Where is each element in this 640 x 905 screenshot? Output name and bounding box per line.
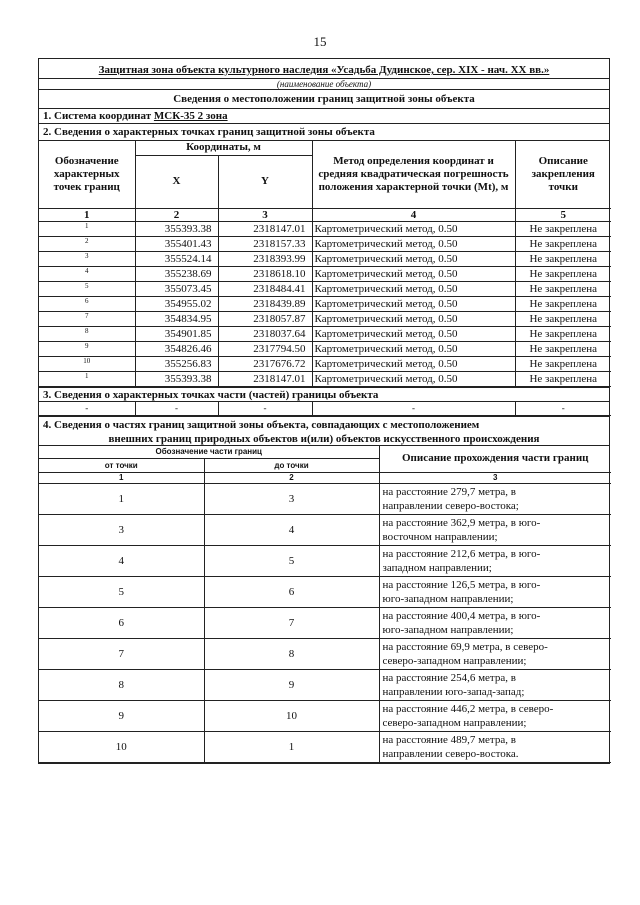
route-description-line: на расстояние 489,7 метра, в — [382, 733, 516, 746]
col-x-header: X — [135, 155, 218, 208]
from-point: 1 — [39, 483, 204, 514]
to-point: 8 — [204, 638, 379, 669]
table-row — [39, 296, 611, 311]
route-description — [379, 638, 611, 669]
table-row — [39, 236, 611, 251]
method-cell: Картометрический метод, 0.50 — [312, 371, 515, 386]
y-coordinate: 2318439.89 — [218, 296, 312, 311]
y-coordinate: 2318057.87 — [218, 311, 312, 326]
x-coordinate: 355401.43 — [135, 236, 218, 251]
table-row — [39, 311, 611, 326]
method-cell: Картометрический метод, 0.50 — [312, 236, 515, 251]
object-caption: (наименование объекта) — [39, 79, 609, 90]
method-cell: Картометрический метод, 0.50 — [312, 251, 515, 266]
col-description-header: Описание закрепления точки — [515, 141, 611, 208]
table-row — [39, 356, 611, 371]
points-table — [39, 141, 611, 387]
method-cell: Картометрический метод, 0.50 — [312, 326, 515, 341]
x-coordinate: 354834.95 — [135, 311, 218, 326]
fixation-description: Не закреплена — [515, 356, 611, 371]
table-row — [39, 221, 611, 236]
x-coordinate: 355256.83 — [135, 356, 218, 371]
table-row — [39, 371, 611, 386]
method-cell: Картометрический метод, 0.50 — [312, 221, 515, 236]
point-id: 8 — [39, 326, 135, 341]
x-coordinate: 355393.38 — [135, 371, 218, 386]
empty-cell: - — [218, 402, 312, 416]
empty-cell: - — [312, 402, 515, 416]
point-id: 5 — [39, 281, 135, 296]
fixation-description: Не закреплена — [515, 251, 611, 266]
y-coordinate: 2318037.64 — [218, 326, 312, 341]
document-form — [38, 58, 610, 764]
route-description — [379, 545, 611, 576]
col-number: 4 — [312, 208, 515, 221]
to-point: 10 — [204, 700, 379, 731]
y-coordinate: 2318393.99 — [218, 251, 312, 266]
to-point: 5 — [204, 545, 379, 576]
y-coordinate: 2318157.33 — [218, 236, 312, 251]
empty-cell: - — [515, 402, 611, 416]
col-number: 5 — [515, 208, 611, 221]
to-point: 9 — [204, 669, 379, 700]
fixation-description: Не закреплена — [515, 281, 611, 296]
route-description — [379, 607, 611, 638]
from-point: 8 — [39, 669, 204, 700]
route-description-line: юго-западном направлении; — [382, 592, 514, 605]
col-to-header: до точки — [204, 458, 379, 472]
section4-title-line2: внешних границ природных объектов и(или) объектов искусственного происхождения — [108, 433, 540, 445]
from-point: 7 — [39, 638, 204, 669]
route-description — [379, 576, 611, 607]
route-description-line: на расстояние 400,4 метра, в юго- — [382, 609, 541, 622]
fixation-description: Не закреплена — [515, 326, 611, 341]
y-coordinate: 2318484.41 — [218, 281, 312, 296]
to-point: 6 — [204, 576, 379, 607]
zone-title: Защитная зона объекта культурного наследия «Усадьба Дудинское, сер. XIX - нач. XX вв.» — [39, 59, 609, 79]
y-coordinate: 2318147.01 — [218, 221, 312, 236]
from-point: 5 — [39, 576, 204, 607]
point-id: 6 — [39, 296, 135, 311]
route-description — [379, 700, 611, 731]
table-row — [39, 545, 611, 576]
coordinate-system-line — [39, 109, 609, 124]
from-point: 4 — [39, 545, 204, 576]
point-id: 1 — [39, 371, 135, 386]
fixation-description: Не закреплена — [515, 266, 611, 281]
x-coordinate: 355238.69 — [135, 266, 218, 281]
route-description-line: направлении юго-запад-запад; — [382, 685, 525, 698]
y-coordinate: 2317676.72 — [218, 356, 312, 371]
empty-cell: - — [39, 402, 135, 416]
boundary-parts-body — [39, 483, 611, 762]
table-row — [39, 483, 611, 514]
route-description-line: на расстояние 362,9 метра, в юго- — [382, 516, 541, 529]
route-description-line: на расстояние 212,6 метра, в юго- — [382, 547, 541, 560]
table-row — [39, 266, 611, 281]
section4-title — [39, 416, 609, 446]
x-coordinate: 354901.85 — [135, 326, 218, 341]
point-id: 10 — [39, 356, 135, 371]
x-coordinate: 354955.02 — [135, 296, 218, 311]
section3-title: 3. Сведения о характерных точках части (частей) границы объекта — [39, 387, 609, 402]
table-row — [39, 281, 611, 296]
col-number: 2 — [135, 208, 218, 221]
route-description-line: восточном направлении; — [382, 530, 498, 543]
col-method-header: Метод определения координат и средняя квадратическая погрешность положения характерной точки (Mt), м — [312, 141, 515, 208]
point-id: 7 — [39, 311, 135, 326]
table-row — [39, 251, 611, 266]
x-coordinate: 355073.45 — [135, 281, 218, 296]
route-description-line: северо-западном направлении; — [382, 716, 527, 729]
from-point: 10 — [39, 731, 204, 762]
method-cell: Картометрический метод, 0.50 — [312, 281, 515, 296]
route-description-line: юго-западном направлении; — [382, 623, 514, 636]
col-coordinates-header: Координаты, м — [135, 141, 312, 155]
table-row — [39, 341, 611, 356]
point-id: 2 — [39, 236, 135, 251]
table-row — [39, 514, 611, 545]
col-route-description-header: Описание прохождения части границ — [379, 446, 611, 472]
part-points-table — [39, 402, 611, 417]
y-coordinate: 2318147.01 — [218, 371, 312, 386]
y-coordinate: 2318618.10 — [218, 266, 312, 281]
route-description-line: на расстояние 446,2 метра, в северо- — [382, 702, 554, 715]
route-description-line: на расстояние 69,9 метра, в северо- — [382, 640, 548, 653]
table-row — [39, 607, 611, 638]
route-description — [379, 731, 611, 762]
point-id: 3 — [39, 251, 135, 266]
fixation-description: Не закреплена — [515, 236, 611, 251]
route-description-line: направлении северо-востока. — [382, 747, 519, 760]
fixation-description: Не закреплена — [515, 311, 611, 326]
route-description — [379, 669, 611, 700]
x-coordinate: 354826.46 — [135, 341, 218, 356]
x-coordinate: 355524.14 — [135, 251, 218, 266]
fixation-description: Не закреплена — [515, 371, 611, 386]
fixation-description: Не закреплена — [515, 221, 611, 236]
col-number: 2 — [204, 472, 379, 483]
from-point: 3 — [39, 514, 204, 545]
col-y-header: Y — [218, 155, 312, 208]
table-row — [39, 638, 611, 669]
x-coordinate: 355393.38 — [135, 221, 218, 236]
section-title: Сведения о местоположении границ защитной зоны объекта — [39, 90, 609, 109]
col-parts-header: Обозначение части границ — [39, 446, 379, 458]
section4-title-line1: 4. Сведения о частях границ защитной зоны объекта, совпадающих с местоположением — [43, 419, 480, 431]
point-id: 9 — [39, 341, 135, 356]
from-point: 6 — [39, 607, 204, 638]
col-from-header: от точки — [39, 458, 204, 472]
route-description — [379, 514, 611, 545]
page-number: 15 — [313, 34, 327, 49]
route-description-line: на расстояние 254,6 метра, в — [382, 671, 516, 684]
col-designation-header: Обозначение характерных точек границ — [39, 141, 135, 208]
to-point: 4 — [204, 514, 379, 545]
empty-cell: - — [135, 402, 218, 416]
y-coordinate: 2317794.50 — [218, 341, 312, 356]
table-row — [39, 576, 611, 607]
to-point: 3 — [204, 483, 379, 514]
route-description-line: направлении северо-востока; — [382, 499, 519, 512]
fixation-description: Не закреплена — [515, 296, 611, 311]
to-point: 7 — [204, 607, 379, 638]
method-cell: Картометрический метод, 0.50 — [312, 341, 515, 356]
method-cell: Картометрический метод, 0.50 — [312, 296, 515, 311]
method-cell: Картометрический метод, 0.50 — [312, 266, 515, 281]
to-point: 1 — [204, 731, 379, 762]
point-id: 1 — [39, 221, 135, 236]
point-id: 4 — [39, 266, 135, 281]
fixation-description: Не закреплена — [515, 341, 611, 356]
table-row — [39, 731, 611, 762]
table-row — [39, 700, 611, 731]
route-description-line: северо-западном направлении; — [382, 654, 527, 667]
col-number: 3 — [379, 472, 611, 483]
coordinate-system-label: 1. Система координат — [43, 110, 154, 122]
section2-title: 2. Сведения о характерных точках границ защитной зоны объекта — [39, 124, 609, 141]
method-cell: Картометрический метод, 0.50 — [312, 356, 515, 371]
col-number: 1 — [39, 472, 204, 483]
coordinate-system-value: МСК-35 2 зона — [153, 110, 228, 122]
route-description-line: на расстояние 126,5 метра, в юго- — [382, 578, 541, 591]
from-point: 9 — [39, 700, 204, 731]
points-table-body — [39, 221, 611, 386]
method-cell: Картометрический метод, 0.50 — [312, 311, 515, 326]
route-description-line: западном направлении; — [382, 561, 492, 574]
route-description-line: на расстояние 279,7 метра, в — [382, 485, 516, 498]
col-number: 3 — [218, 208, 312, 221]
table-row — [39, 326, 611, 341]
route-description — [379, 483, 611, 514]
boundary-parts-table — [39, 446, 611, 763]
table-row — [39, 669, 611, 700]
col-number: 1 — [39, 208, 135, 221]
